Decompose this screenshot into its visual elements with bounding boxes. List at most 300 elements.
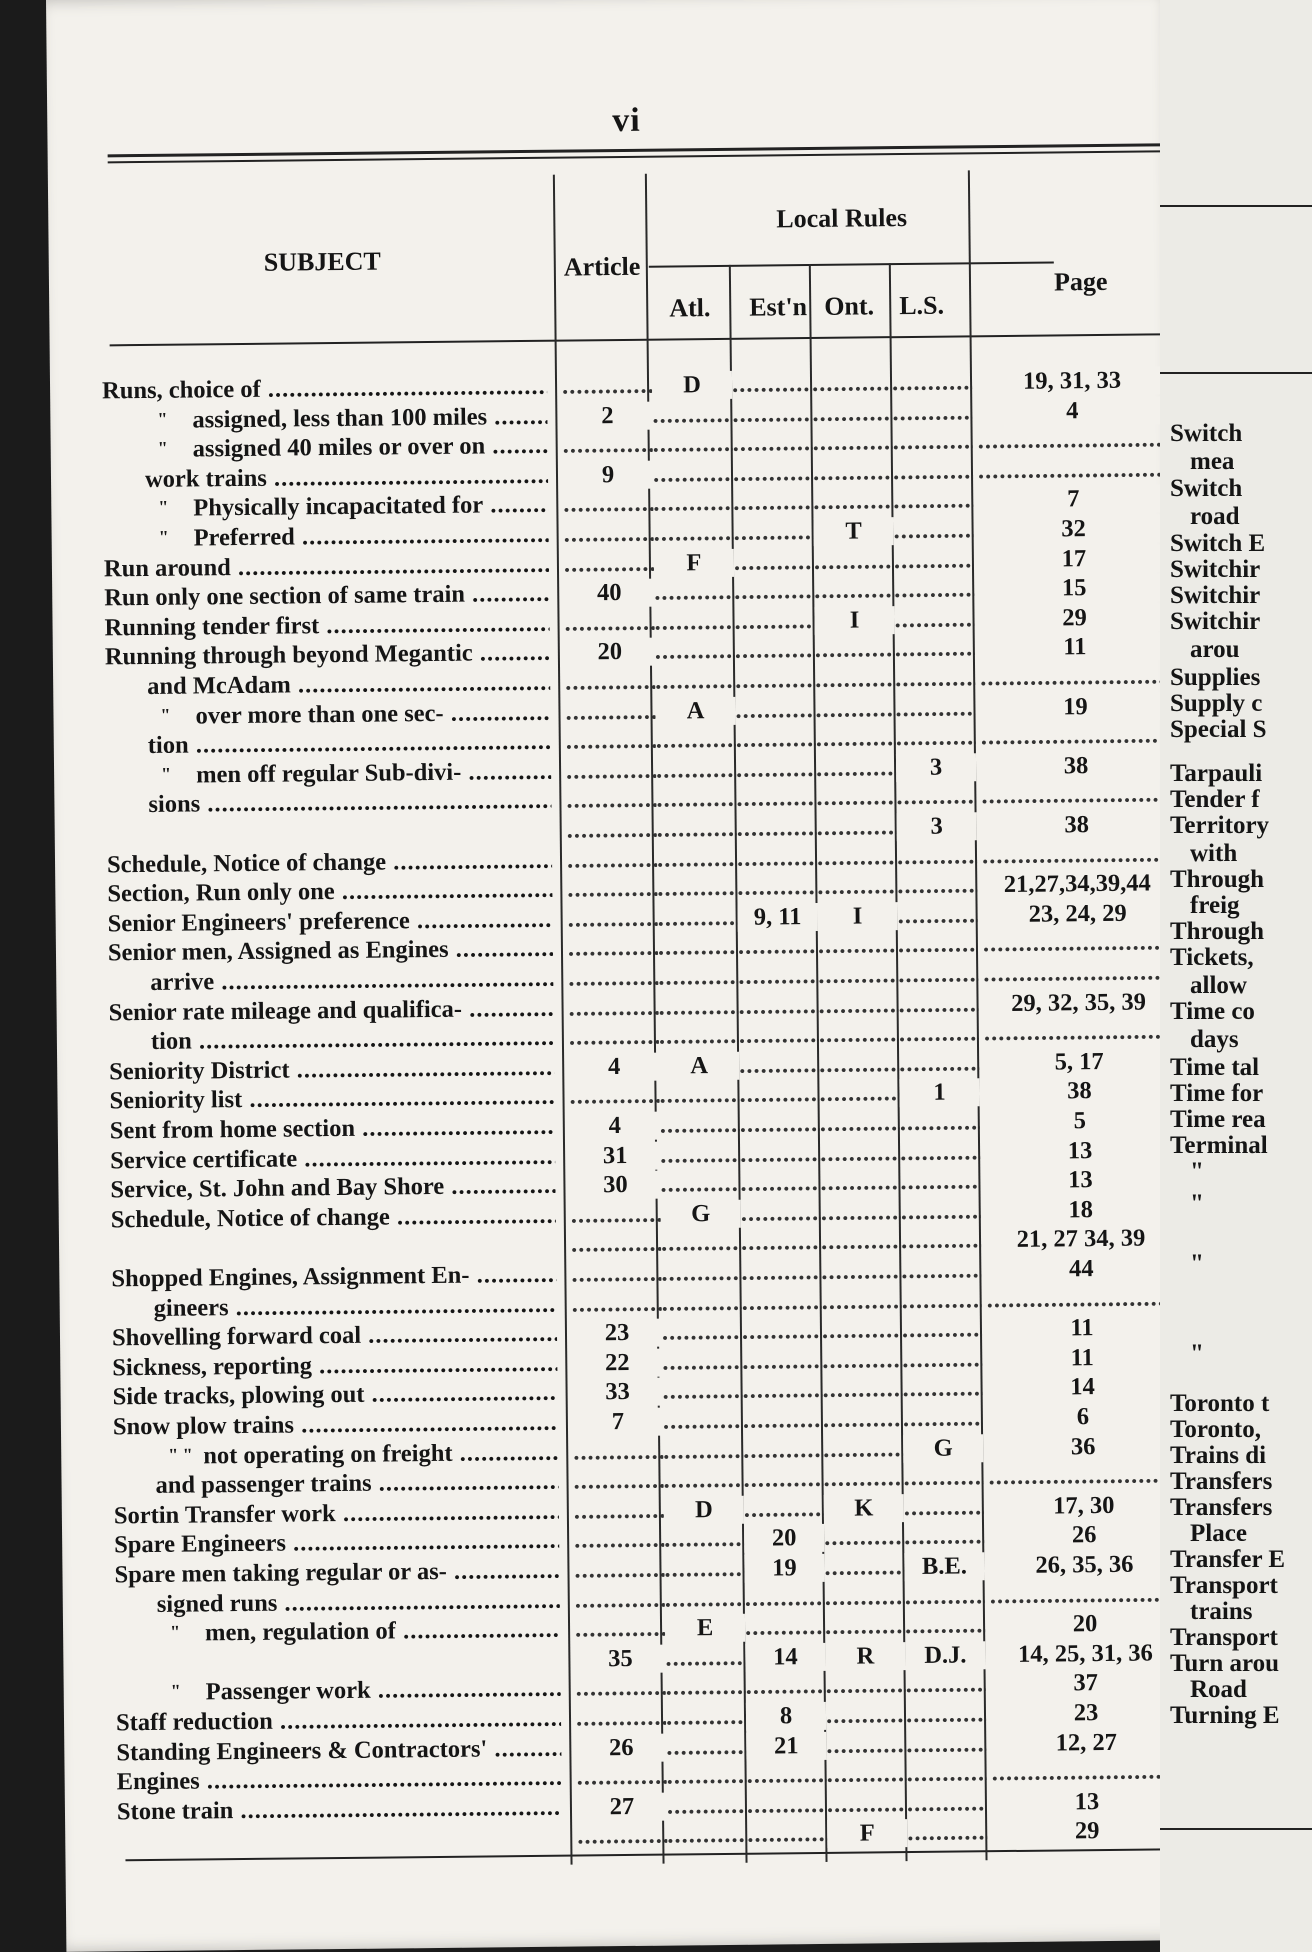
leader-dots xyxy=(901,1256,981,1285)
leader-dots xyxy=(666,1703,746,1732)
subject-text: and McAdam ..... xyxy=(147,669,550,701)
leader-dots xyxy=(819,1020,899,1049)
estn-cell: 21 xyxy=(746,1732,826,1761)
leader-dots xyxy=(571,1260,661,1289)
right-page-entry: Toronto t xyxy=(1170,1390,1270,1417)
ont-cell: F xyxy=(827,1819,907,1848)
article-cell: 20 xyxy=(565,638,655,667)
subject-text: Shovelling forward coal ..... xyxy=(112,1320,557,1353)
subject-text: and passenger trains ..... xyxy=(155,1468,558,1500)
page-header: Page xyxy=(1053,266,1108,297)
leader-dots xyxy=(983,929,1173,959)
leader-dots xyxy=(742,1288,822,1317)
leader-dots xyxy=(812,399,892,428)
page-cell: 37 xyxy=(991,1669,1181,1699)
leader-dots xyxy=(565,668,655,697)
leader-dots xyxy=(822,1287,902,1316)
leader-dots xyxy=(906,1700,986,1729)
leader-dots xyxy=(981,721,1171,751)
leader-dots xyxy=(738,962,818,991)
leader-dots xyxy=(576,1674,666,1703)
subject-header: SUBJECT xyxy=(263,246,381,277)
subject-text: Spare men taking regular or as- ..... xyxy=(114,1557,559,1590)
page-cell: 23, 24, 29 xyxy=(982,899,1172,929)
leader-dots xyxy=(903,1463,983,1492)
leader-dots xyxy=(817,843,897,872)
leader-dots xyxy=(902,1345,982,1374)
leader-dots xyxy=(742,1347,822,1376)
leader-dots xyxy=(571,1200,661,1229)
leader-dots xyxy=(574,1526,664,1555)
leader-dots xyxy=(659,1081,739,1110)
leader-dots xyxy=(817,813,897,842)
right-page-entry: Turn arou xyxy=(1170,1650,1280,1677)
leader-dots xyxy=(576,1704,666,1733)
page-cell: 29 xyxy=(992,1817,1182,1847)
right-page-entry: trains xyxy=(1190,1598,1253,1625)
subject-text: Schedule, Notice of change ..... xyxy=(111,1202,556,1235)
leader-dots xyxy=(814,576,894,605)
subject-text: sions ..... xyxy=(148,787,551,819)
leader-dots xyxy=(901,1227,981,1256)
leader-dots xyxy=(653,430,733,459)
right-page-entry: Time co xyxy=(1170,998,1255,1025)
subject-text: Side tracks, plowing out ..... xyxy=(112,1379,557,1412)
leader-dots xyxy=(821,1257,901,1286)
leader-dots xyxy=(736,755,816,784)
leader-dots xyxy=(821,1228,901,1257)
subject-text: Running through beyond Megantic ..... xyxy=(105,639,550,672)
right-page-entry: Transport xyxy=(1170,1572,1278,1599)
subject-text: Standing Engineers & Contractors' ..... xyxy=(116,1734,561,1767)
right-page-entry: Transfers xyxy=(1170,1468,1273,1495)
leader-dots xyxy=(746,1761,826,1790)
leader-dots xyxy=(661,1229,741,1258)
leader-dots xyxy=(732,370,812,399)
leader-dots xyxy=(827,1790,907,1819)
leader-dots xyxy=(655,637,735,666)
leader-dots xyxy=(737,844,817,873)
right-page-entry: " xyxy=(1190,1250,1204,1277)
right-page-entry: Switch xyxy=(1170,420,1243,447)
page-cell: 18 xyxy=(986,1195,1176,1225)
ls-cell: G xyxy=(903,1434,983,1463)
leader-dots xyxy=(745,1613,825,1642)
leader-dots xyxy=(978,425,1168,455)
header-bottom-rule xyxy=(110,333,1175,346)
leader-dots xyxy=(907,1789,987,1818)
page-cell: 13 xyxy=(992,1787,1182,1817)
leader-dots xyxy=(573,1467,663,1496)
page-cell: 14 xyxy=(987,1373,1177,1403)
leader-dots xyxy=(906,1730,986,1759)
leader-dots xyxy=(655,667,735,696)
ls-cell: 3 xyxy=(897,812,977,841)
subject-text: Staff reduction ..... xyxy=(116,1705,561,1738)
ls-header: L.S. xyxy=(899,290,945,321)
leader-dots xyxy=(826,1731,906,1760)
right-page-entry: Turning E xyxy=(1170,1702,1280,1729)
page-cell: 11 xyxy=(987,1343,1177,1373)
leader-dots xyxy=(664,1525,744,1554)
article-cell: 7 xyxy=(573,1408,663,1437)
page-cell: 4 xyxy=(977,396,1167,426)
leader-dots xyxy=(904,1523,984,1552)
leader-dots xyxy=(576,1763,666,1792)
subject-text: men, regulation of ..... xyxy=(205,1616,560,1648)
leader-dots xyxy=(819,1080,899,1109)
ont-cell: T xyxy=(813,517,893,546)
leader-dots xyxy=(892,398,972,427)
leader-dots xyxy=(900,1108,980,1137)
leader-dots xyxy=(667,1792,747,1821)
leader-dots xyxy=(567,875,657,904)
ditto-marker: " xyxy=(170,1681,181,1702)
leader-dots xyxy=(742,1376,822,1405)
leader-dots xyxy=(897,842,977,871)
leader-dots xyxy=(815,695,895,724)
leader-dots xyxy=(660,1170,740,1199)
leader-dots xyxy=(735,636,815,665)
right-page-entry: Switchir xyxy=(1170,582,1261,609)
ditto-marker: " xyxy=(160,704,171,725)
leader-dots xyxy=(660,1140,740,1169)
leader-dots xyxy=(893,428,973,457)
atl-cell: F xyxy=(654,548,734,577)
subject-text: men off regular Sub-divi- ..... xyxy=(196,758,551,790)
leader-dots xyxy=(981,781,1171,811)
leader-dots xyxy=(816,724,896,753)
page-cell: 38 xyxy=(981,751,1171,781)
leader-dots xyxy=(653,460,733,489)
page-cell: 7 xyxy=(978,485,1168,515)
leader-dots xyxy=(898,960,978,989)
subject-text: work trains ..... xyxy=(145,462,548,494)
leader-dots xyxy=(895,694,975,723)
right-page-entry: Terminal xyxy=(1170,1132,1268,1159)
leader-dots xyxy=(738,932,818,961)
leader-dots xyxy=(574,1496,664,1525)
leader-dots xyxy=(740,1110,820,1139)
subject-text: gineers ..... xyxy=(154,1290,557,1322)
subject-text: tion ..... xyxy=(148,728,551,760)
right-book-page xyxy=(1160,0,1312,1952)
right-page-entry: road xyxy=(1190,503,1240,530)
page-cell: 32 xyxy=(978,514,1168,544)
leader-dots xyxy=(893,487,973,516)
leader-dots xyxy=(814,547,894,576)
subject-text: Seniority list ..... xyxy=(109,1083,554,1116)
right-page-entry: days xyxy=(1190,1026,1239,1053)
leader-dots xyxy=(666,1732,746,1761)
ont-cell: K xyxy=(824,1494,904,1523)
leader-dots xyxy=(657,815,737,844)
ls-cell: B.E. xyxy=(904,1552,984,1581)
leader-dots xyxy=(575,1615,665,1644)
leader-dots xyxy=(735,666,815,695)
article-cell: 27 xyxy=(577,1792,667,1821)
leader-dots xyxy=(662,1288,742,1317)
leader-dots xyxy=(658,904,738,933)
right-page-entry: Trains di xyxy=(1170,1442,1267,1469)
leader-dots xyxy=(813,428,893,457)
subject-text: Physically incapacitated for ..... xyxy=(193,491,548,523)
leader-dots xyxy=(574,1556,664,1585)
right-page-entry: arou xyxy=(1190,636,1240,663)
leader-dots xyxy=(569,1082,659,1111)
right-page-entry: Supply c xyxy=(1170,690,1263,717)
estn-cell: 8 xyxy=(746,1702,826,1731)
leader-dots xyxy=(733,429,813,458)
leader-dots xyxy=(733,518,813,547)
page-cell: 13 xyxy=(985,1165,1175,1195)
right-page-entry: Tickets, xyxy=(1170,944,1254,971)
page-cell: 23 xyxy=(991,1698,1181,1728)
ont-cell: I xyxy=(814,606,894,635)
leader-dots xyxy=(823,1435,903,1464)
page-cell: 19, 31, 33 xyxy=(977,366,1167,396)
leader-dots xyxy=(735,696,815,725)
leader-dots xyxy=(893,516,973,545)
leader-dots xyxy=(567,845,657,874)
page-cell: 21,27,34,39,44 xyxy=(982,869,1172,899)
leader-dots xyxy=(743,1406,823,1435)
right-bottom-rule xyxy=(1160,1828,1312,1830)
leader-dots xyxy=(990,1580,1180,1610)
right-top-rule xyxy=(1160,205,1312,207)
right-page-entry: Special S xyxy=(1170,716,1267,743)
right-page-entry: Time tal xyxy=(1170,1054,1260,1081)
subject-text: Senior rate mileage and qualifica- ..... xyxy=(108,994,553,1027)
leader-dots xyxy=(820,1109,900,1138)
right-page-entry: " xyxy=(1190,1340,1204,1367)
leader-dots xyxy=(813,488,893,517)
leader-dots xyxy=(666,1673,746,1702)
leader-dots xyxy=(665,1584,745,1613)
right-page-entry: Transfer E xyxy=(1170,1546,1286,1573)
right-page-entry: Time for xyxy=(1170,1080,1264,1107)
leader-dots xyxy=(983,958,1173,988)
right-page-entry: Switch E xyxy=(1170,530,1266,557)
subject-text: Senior men, Assigned as Engines ..... xyxy=(108,935,553,968)
article-cell: 2 xyxy=(562,401,652,430)
right-page-entry: " xyxy=(1190,1158,1204,1185)
right-page-entry: Toronto, xyxy=(1170,1416,1262,1443)
leader-dots xyxy=(661,1259,741,1288)
leader-dots xyxy=(732,400,812,429)
leader-dots xyxy=(826,1671,906,1700)
leader-dots xyxy=(823,1464,903,1493)
leader-dots xyxy=(899,1049,979,1078)
ditto-marker: " " xyxy=(168,1444,193,1465)
leader-dots xyxy=(569,1023,659,1052)
right-page-entry: Territory xyxy=(1170,812,1270,839)
right-page-entry: Through xyxy=(1170,866,1265,893)
leader-dots xyxy=(563,490,653,519)
leader-dots xyxy=(892,368,972,397)
atl-header: Atl. xyxy=(669,293,711,323)
estn-header: Est'n xyxy=(749,292,808,322)
subject-text: Spare Engineers ..... xyxy=(114,1527,559,1560)
subject-text: Seniority District ..... xyxy=(109,1054,554,1087)
leader-dots xyxy=(818,991,898,1020)
atl-cell: A xyxy=(655,696,735,725)
leader-dots xyxy=(659,1022,739,1051)
subject-text: Passenger work ..... xyxy=(206,1675,561,1707)
page-cell: 38 xyxy=(984,1077,1174,1107)
leader-dots xyxy=(663,1466,743,1495)
leader-dots xyxy=(978,455,1168,485)
leader-dots xyxy=(739,1051,819,1080)
leader-dots xyxy=(664,1555,744,1584)
page-cell: 15 xyxy=(979,573,1169,603)
right-page-entry: mea xyxy=(1190,448,1235,475)
leader-dots xyxy=(737,873,817,902)
leader-dots xyxy=(899,1019,979,1048)
leader-dots xyxy=(665,1644,745,1673)
leader-dots xyxy=(658,963,738,992)
leader-dots xyxy=(897,871,977,900)
leader-dots xyxy=(897,901,977,930)
leader-dots xyxy=(662,1348,742,1377)
page-cell: 36 xyxy=(988,1432,1178,1462)
leader-dots xyxy=(654,578,734,607)
right-page-entry: Time rea xyxy=(1170,1106,1266,1133)
leader-dots xyxy=(564,549,654,578)
page-cell: 12, 27 xyxy=(991,1728,1181,1758)
atl-cell: D xyxy=(652,371,732,400)
leader-dots xyxy=(820,1139,900,1168)
page-cell: 21, 27 34, 39 xyxy=(986,1225,1176,1255)
leader-dots xyxy=(906,1671,986,1700)
leader-dots xyxy=(747,1791,827,1820)
right-page-entry: freig xyxy=(1190,892,1240,919)
leader-dots xyxy=(652,400,732,429)
page-cell: 26, 35, 36 xyxy=(989,1550,1179,1580)
right-page-entry: Tender f xyxy=(1170,786,1260,813)
leader-dots xyxy=(742,1317,822,1346)
leader-dots xyxy=(666,1762,746,1791)
leader-dots xyxy=(564,608,654,637)
leader-dots xyxy=(898,931,978,960)
right-page-entry: Place xyxy=(1190,1520,1247,1547)
leader-dots xyxy=(667,1821,747,1850)
leader-dots xyxy=(660,1111,740,1140)
leader-dots xyxy=(984,1017,1174,1047)
right-page-entry: Switch xyxy=(1170,475,1243,502)
leader-dots xyxy=(743,1465,823,1494)
ditto-marker: " xyxy=(169,1621,181,1642)
subject-text: Service certificate ..... xyxy=(110,1142,555,1175)
leader-dots xyxy=(822,1346,902,1375)
page-number: vi xyxy=(612,101,641,140)
leader-dots xyxy=(734,577,814,606)
article-cell: 22 xyxy=(572,1348,662,1377)
article-cell: 9 xyxy=(563,460,653,489)
page-cell: 26 xyxy=(989,1521,1179,1551)
leader-dots xyxy=(737,814,817,843)
subject-text: tion ..... xyxy=(151,1024,554,1056)
leader-dots xyxy=(815,665,895,694)
right-page-entry: Tarpauli xyxy=(1170,760,1263,787)
leader-dots xyxy=(741,1228,821,1257)
estn-cell: 20 xyxy=(744,1524,824,1553)
estn-cell: 19 xyxy=(744,1554,824,1583)
leader-dots xyxy=(819,1050,899,1079)
page-cell: 29, 32, 35, 39 xyxy=(983,988,1173,1018)
ditto-marker: " xyxy=(157,408,168,429)
article-cell: 35 xyxy=(575,1644,665,1673)
leader-dots xyxy=(566,727,656,756)
article-cell: 31 xyxy=(570,1141,660,1170)
subject-text: Run around ..... xyxy=(104,550,549,583)
leader-dots xyxy=(900,1138,980,1167)
leader-dots xyxy=(656,756,736,785)
leader-dots xyxy=(734,607,814,636)
page-cell: 6 xyxy=(988,1402,1178,1432)
subject-text: Sent from home section ..... xyxy=(110,1113,555,1146)
leader-dots xyxy=(816,784,896,813)
article-cell: 26 xyxy=(576,1733,666,1762)
page-cell: 11 xyxy=(987,1313,1177,1343)
ls-cell: 1 xyxy=(899,1079,979,1108)
ditto-marker: " xyxy=(158,497,169,518)
page-cell: 20 xyxy=(990,1609,1180,1639)
leader-dots xyxy=(903,1404,983,1433)
page-cell: 38 xyxy=(982,810,1172,840)
estn-cell: 14 xyxy=(745,1643,825,1672)
right-page-entry: Switchir xyxy=(1170,608,1261,635)
leader-dots xyxy=(905,1611,985,1640)
leader-dots xyxy=(740,1140,820,1169)
atl-cell: G xyxy=(661,1200,741,1229)
right-page-entry: Road xyxy=(1190,1676,1247,1703)
right-page-entry: Switchir xyxy=(1170,556,1261,583)
leader-dots xyxy=(733,459,813,488)
page-cell: 19 xyxy=(980,692,1170,722)
atl-cell: E xyxy=(665,1614,745,1643)
leader-dots xyxy=(736,725,816,754)
subject-text: Stone train ..... xyxy=(117,1793,562,1826)
leader-dots xyxy=(907,1819,987,1848)
leader-dots xyxy=(820,1168,900,1197)
leader-dots xyxy=(812,369,892,398)
leader-dots xyxy=(657,874,737,903)
leader-dots xyxy=(733,488,813,517)
subject-text: Service, St. John and Bay Shore ..... xyxy=(110,1172,555,1205)
subject-text: Sickness, reporting ..... xyxy=(112,1350,557,1383)
ont-cell: R xyxy=(825,1642,905,1671)
leader-dots xyxy=(901,1197,981,1226)
subject-text: Engines ..... xyxy=(117,1764,562,1797)
subject-text: Runs, choice of ..... xyxy=(102,373,547,406)
leader-dots xyxy=(568,993,658,1022)
leader-dots xyxy=(568,904,658,933)
leader-dots xyxy=(657,844,737,873)
leader-dots xyxy=(656,726,736,755)
leader-dots xyxy=(575,1585,665,1614)
ls-cell: 3 xyxy=(896,753,976,782)
right-header-rule xyxy=(1160,372,1312,374)
leader-dots xyxy=(826,1760,906,1789)
leader-dots xyxy=(906,1759,986,1788)
leader-dots xyxy=(562,372,652,401)
article-cell: 40 xyxy=(564,579,654,608)
right-page-entry: Supplies xyxy=(1170,664,1261,691)
article-header: Article xyxy=(563,251,641,282)
left-book-page xyxy=(46,0,1196,1952)
leader-dots xyxy=(563,520,653,549)
